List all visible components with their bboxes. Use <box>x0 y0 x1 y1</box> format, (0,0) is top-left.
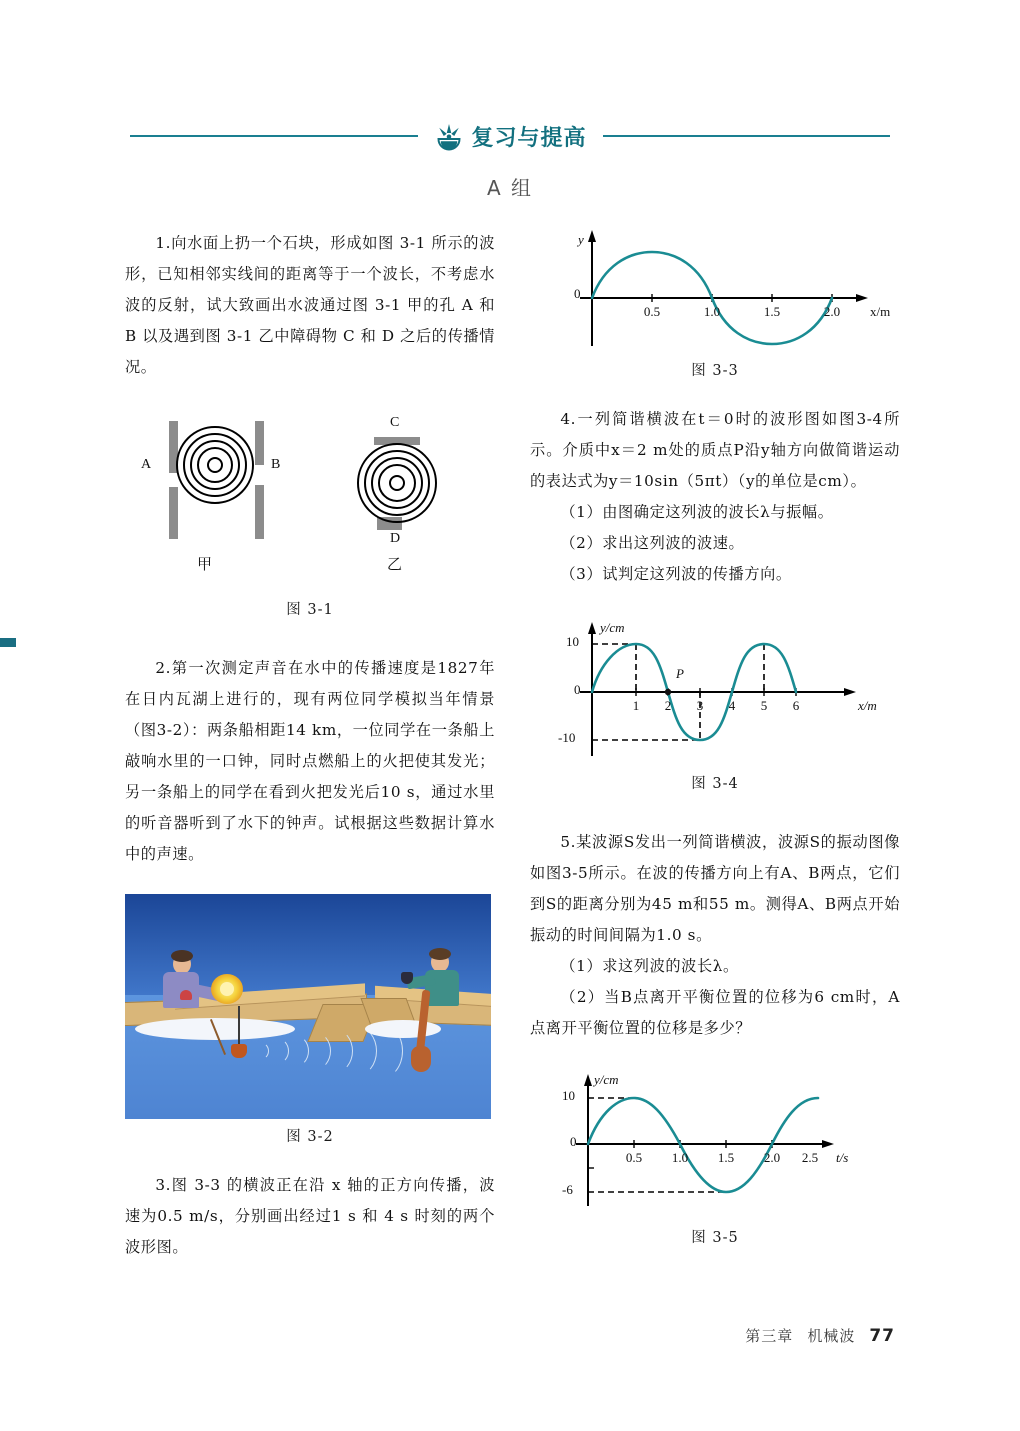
fig35-xtick-2: 1.5 <box>717 1150 735 1165</box>
section-title: 复习与提高 <box>471 125 587 151</box>
person-left-hair <box>171 950 193 962</box>
bell-icon <box>231 1044 247 1058</box>
label-B: B <box>271 457 281 472</box>
fig35-origin-label: 0 <box>570 1134 577 1149</box>
fig33-x-axis-label: x/m <box>870 304 891 319</box>
header-center <box>418 121 603 152</box>
person-right-hair <box>429 948 451 960</box>
fig35-xtick-4: 2.5 <box>801 1150 819 1165</box>
left-column <box>125 228 495 1263</box>
question-4-text: 4.一列简谐横波在t＝0时的波形图如图3-4所示。介质中x＝2 m处的质点P沿y轴方向做简谐运动的表达式为y＝10sin（5πt）（y的单位是cm）。 <box>530 410 900 490</box>
fig33-xtick-0: 0.5 <box>643 304 661 319</box>
fig34-xtick-2: 3 <box>696 698 704 713</box>
question-5-text: 5.某波源S发出一列简谐横波，波源S的振动图像如图3-5所示。在波的传播方向上有A、B两点，它们到S的距离分别为45 m和55 m。测得A、B两点开始振动的时间间隔为1.0 s。 <box>530 833 900 944</box>
figure-3-2-caption: 图 3-2 <box>286 1129 334 1145</box>
header-rule-right <box>603 135 891 137</box>
hydrophone-icon <box>401 972 413 984</box>
fig35-xtick-0: 0.5 <box>625 1150 643 1165</box>
figure-3-5-chart <box>530 1068 900 1220</box>
person-left-badge <box>180 990 192 1000</box>
fig34-ytick-0: 10 <box>566 634 579 649</box>
figure-3-4-chart <box>530 614 900 766</box>
barrier-left-lower <box>169 487 178 539</box>
footer-page-number: 77 <box>869 1326 895 1346</box>
fig34-point-P-label: P <box>676 666 684 681</box>
fig34-xtick-1: 2 <box>664 698 672 713</box>
fig35-ytick-0: 10 <box>562 1088 575 1103</box>
fig34-xtick-0: 1 <box>632 698 640 713</box>
figure-3-5-caption: 图 3-5 <box>691 1230 739 1246</box>
figure-3-1 <box>125 407 495 592</box>
label-C: C <box>390 415 400 430</box>
barrier-right-upper <box>255 421 264 465</box>
fig35-ytick-1: -6 <box>562 1182 573 1197</box>
question-1-text: 1.向水面上扔一个石块，形成如图 3-1 所示的波形，已知相邻实线间的距离等于一个波长，不考虑水波的反射，试大致画出水波通过图 3-1 甲的孔 A 和 B 以及遇到图 3-1 乙中障碍物 C 和 D 之后的传播情况。 <box>125 234 495 376</box>
ripple-center-a <box>207 457 223 473</box>
fig34-x-axis-label: x/m <box>858 698 877 713</box>
fig34-ytick-1: -10 <box>558 730 576 745</box>
right-column <box>530 228 900 1247</box>
question-3-text: 3.图 3-3 的横波正在沿 x 轴的正方向传播，波速为0.5 m/s，分别画出经过1 s 和 4 s 时刻的两个波形图。 <box>125 1176 495 1256</box>
figure-3-4-caption: 图 3-4 <box>691 776 739 792</box>
fig34-y-axis-label: y/cm <box>600 620 625 635</box>
footer-chapter-title: 机械波 <box>807 1327 856 1345</box>
ripple-center-b <box>389 475 405 491</box>
sublabel-yi: 乙 <box>387 555 403 573</box>
fig33-xtick-1: 1.0 <box>703 304 721 319</box>
fig35-y-axis-label: y/cm <box>594 1072 619 1087</box>
header-rule-left <box>130 135 418 137</box>
barrier-right-lower <box>255 485 264 539</box>
label-A: A <box>141 457 152 472</box>
oar-blade <box>411 1046 431 1072</box>
sublabel-jia: 甲 <box>197 555 213 573</box>
fig33-xtick-3: 2.0 <box>823 304 841 319</box>
fig34-xtick-5: 6 <box>792 698 800 713</box>
question-5-item-2: （2）当B点离开平衡位置的位移为6 cm时，A点离开平衡位置的位移是多少？ <box>530 988 900 1037</box>
question-4-item-2: （2）求出这列波的波速。 <box>560 534 745 552</box>
fig33-xtick-2: 1.5 <box>763 304 781 319</box>
question-5-item-1: （1）求这列波的波长λ。 <box>560 957 739 975</box>
figure-3-3-chart <box>530 228 900 353</box>
fig34-xtick-3: 4 <box>728 698 736 713</box>
question-4-item-3: （3）试判定这列波的传播方向。 <box>560 565 792 583</box>
page-footer <box>745 1325 895 1346</box>
figure-3-2-illustration <box>125 894 491 1119</box>
page-edge-marker <box>0 638 16 647</box>
fig35-xtick-1: 1.0 <box>671 1150 689 1165</box>
question-4-item-1: （1）由图确定这列波的波长λ与振幅。 <box>560 503 834 521</box>
label-D: D <box>390 531 401 546</box>
fig35-xtick-3: 2.0 <box>763 1150 781 1165</box>
fig33-y-axis-label: y <box>578 232 584 247</box>
lotus-emblem-icon <box>434 121 464 151</box>
fig33-origin-label: 0 <box>574 286 581 301</box>
fig34-origin-label: 0 <box>574 682 581 697</box>
torch-flame-core <box>220 982 234 996</box>
fig34-xtick-4: 5 <box>760 698 768 713</box>
foam-right <box>365 1020 441 1038</box>
question-2-text: 2.第一次测定声音在水中的传播速度是1827年在日内瓦湖上进行的，现有两位同学模拟当年情景（图3-2）：两条船相距14 km，一位同学在一条船上敲响水里的一口钟，同时点燃船上的火把使其发光；另一条船上的同学在看到火把发光后10 s，通过水里的听音器听到了水下的钟声。试根据这些数据计算水中的声速。 <box>125 659 495 863</box>
figure-3-1-caption: 图 3-1 <box>286 602 334 618</box>
figure-3-3-caption: 图 3-3 <box>691 363 739 379</box>
section-header <box>130 110 890 162</box>
footer-chapter: 第三章 <box>745 1327 794 1345</box>
bell-rope <box>238 1006 240 1046</box>
fig35-x-axis-label: t/s <box>836 1150 849 1165</box>
group-label: A 组 <box>486 176 534 200</box>
